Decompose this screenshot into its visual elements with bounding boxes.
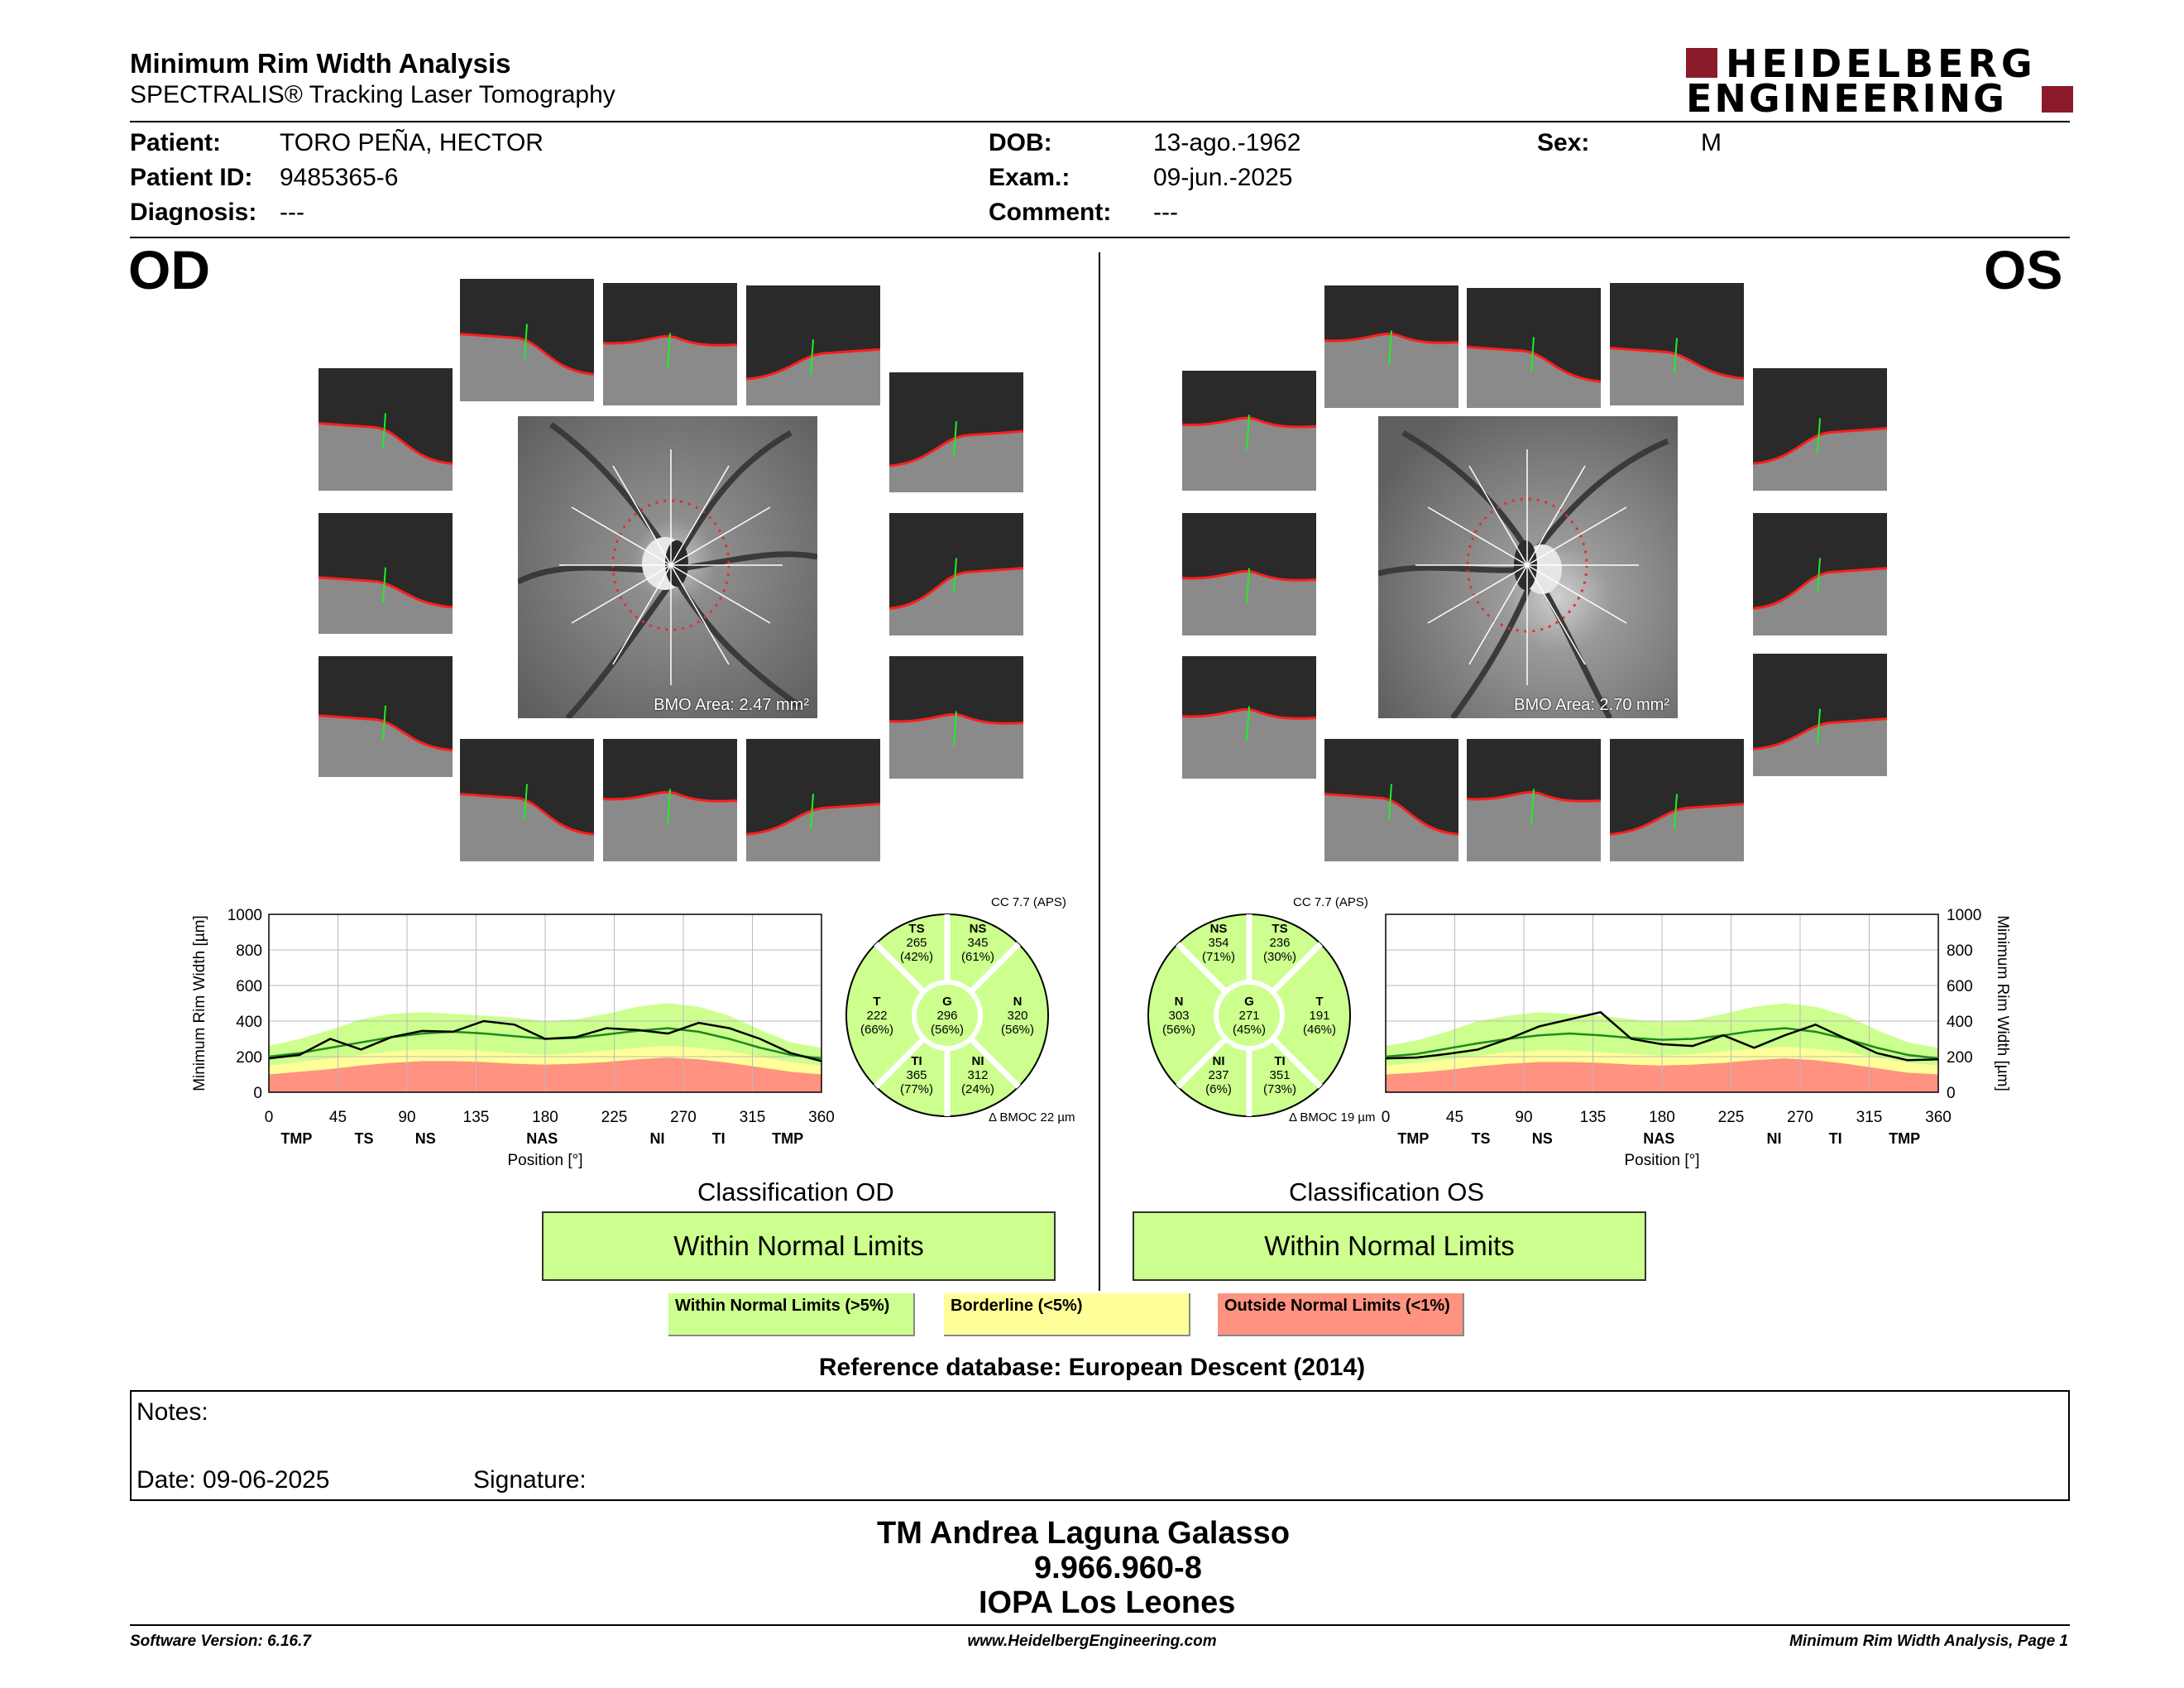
- eye-divider: [1099, 252, 1100, 1291]
- exam-label: Exam.:: [989, 164, 1070, 191]
- od-bmo-area: BMO Area: 2.47 mm²: [654, 696, 809, 714]
- sector-axis-label: NAS: [526, 1130, 558, 1147]
- sector-ti-text: 365: [906, 1068, 927, 1082]
- sector-g-text: G: [942, 995, 952, 1009]
- os-oct-scan: [1610, 739, 1744, 861]
- od-oct-scan: [746, 285, 880, 405]
- sector-ti-text: (77%): [899, 1082, 934, 1096]
- dob-value: 13-ago.-1962: [1153, 129, 1301, 156]
- os-oct-scan: [1753, 368, 1887, 491]
- os-oct-scan-svg: [1610, 283, 1744, 405]
- os-oct-scan: [1610, 283, 1744, 405]
- od-oct-scan: [889, 513, 1023, 635]
- signer-name: TM Andrea Laguna Galasso: [877, 1516, 1291, 1551]
- od-fundus-image: [518, 416, 817, 718]
- sector-ts-text: (30%): [1262, 950, 1297, 964]
- os-sector-circle: [1144, 910, 1355, 1121]
- od-bmoc-label: Δ BMOC 22 µm: [989, 1110, 1075, 1125]
- logo-line2: ENGINEERING: [1686, 76, 2007, 121]
- od-oct-scan: [889, 372, 1023, 492]
- os-mrw-chart: [1361, 898, 2014, 1183]
- os-oct-scan-svg: [1324, 285, 1458, 408]
- software-version: Software Version: 6.16.7: [130, 1633, 311, 1650]
- x-tick-label: 45: [328, 1109, 347, 1126]
- sector-axis-label: NAS: [1643, 1130, 1675, 1147]
- od-oct-scan: [318, 368, 453, 491]
- sector-n-text: N: [1013, 995, 1023, 1009]
- sector-axis-label: TMP: [1397, 1130, 1430, 1147]
- os-oct-scan-svg: [1610, 739, 1744, 861]
- sector-axis-label: TMP: [280, 1130, 313, 1147]
- sector-ns-text: 345: [967, 936, 989, 950]
- sector-g-text: 271: [1238, 1009, 1260, 1023]
- os-oct-scan-svg: [1324, 739, 1458, 861]
- os-oct-scan: [1182, 371, 1316, 491]
- os-oct-scan: [1467, 288, 1601, 408]
- sector-axis-label: NS: [414, 1130, 436, 1147]
- y-tick-label: 600: [236, 978, 262, 995]
- od-oct-scan: [318, 513, 453, 634]
- od-oct-scan-svg: [889, 372, 1023, 492]
- y-tick-label: 200: [1947, 1049, 1973, 1067]
- x-tick-label: 270: [1787, 1109, 1813, 1126]
- od-cc-label: CC 7.7 (APS): [991, 895, 1066, 909]
- notes-box[interactable]: [130, 1390, 2070, 1501]
- os-oct-scan: [1182, 656, 1316, 779]
- sector-ni-text: NI: [1212, 1054, 1225, 1068]
- sector-ni-text: NI: [971, 1054, 984, 1068]
- report-title: Minimum Rim Width Analysis: [130, 48, 511, 79]
- sector-n-text: 320: [1007, 1009, 1028, 1023]
- exam-value: 09-jun.-2025: [1153, 164, 1293, 191]
- os-classification-box: [1133, 1211, 1646, 1281]
- sector-t-text: (66%): [860, 1023, 894, 1037]
- y-tick-label: 400: [1947, 1014, 1973, 1031]
- sector-t-text: (46%): [1302, 1023, 1337, 1037]
- x-tick-label: 90: [398, 1109, 416, 1126]
- os-cc-label: CC 7.7 (APS): [1293, 895, 1368, 909]
- sector-ti-text: 351: [1269, 1068, 1291, 1082]
- legend-borderline: Borderline (<5%): [944, 1293, 1190, 1336]
- sex-value: M: [1701, 129, 1722, 156]
- sector-ns-text: NS: [969, 922, 987, 936]
- logo-line1: HEIDELBERG: [1726, 41, 2037, 86]
- notes-signature: Signature:: [473, 1466, 587, 1494]
- sector-ns-text: (71%): [1201, 950, 1236, 964]
- sector-n-text: (56%): [1000, 1023, 1035, 1037]
- sector-ni-text: 237: [1208, 1068, 1229, 1082]
- os-oct-scan-svg: [1753, 368, 1887, 491]
- os-oct-scan: [1324, 285, 1458, 408]
- sector-ns-text: 354: [1208, 936, 1229, 950]
- os-oct-scan-svg: [1467, 739, 1601, 861]
- x-tick-label: 0: [264, 1109, 274, 1126]
- od-oct-scan: [318, 656, 453, 777]
- website: www.HeidelbergEngineering.com: [967, 1633, 1217, 1650]
- od-oct-scan-svg: [460, 739, 594, 861]
- y-tick-label: 1000: [227, 907, 262, 924]
- os-bmoc-label: Δ BMOC 19 µm: [1289, 1110, 1376, 1125]
- os-bmo-area: BMO Area: 2.70 mm²: [1514, 696, 1669, 714]
- sector-axis-label: NI: [649, 1130, 665, 1147]
- sector-ts-text: TS: [908, 922, 925, 936]
- legend-within-normal: Within Normal Limits (>5%): [668, 1293, 915, 1336]
- y-tick-label: 0: [1947, 1085, 1956, 1102]
- od-oct-scan-svg: [746, 739, 880, 861]
- y-axis-label: Minimum Rim Width [µm]: [1994, 915, 2011, 1091]
- y-tick-label: 1000: [1947, 907, 1982, 924]
- patient-id-label: Patient ID:: [130, 164, 253, 191]
- patient-id: 9485365-6: [280, 164, 399, 191]
- sex-label: Sex:: [1537, 129, 1590, 156]
- os-oct-scan-svg: [1182, 513, 1316, 635]
- od-classification-value: Within Normal Limits: [673, 1230, 924, 1261]
- sector-axis-label: TI: [1828, 1130, 1842, 1147]
- x-axis-label: Position [°]: [507, 1152, 583, 1169]
- sector-t-text: 191: [1309, 1009, 1330, 1023]
- od-sector-circle: [842, 910, 1053, 1121]
- sector-ts-text: TS: [1272, 922, 1288, 936]
- sector-t-text: T: [1315, 995, 1324, 1009]
- x-tick-label: 360: [808, 1109, 835, 1126]
- os-oct-scan-svg: [1182, 371, 1316, 491]
- sector-ts-text: 236: [1269, 936, 1291, 950]
- x-tick-label: 360: [1925, 1109, 1952, 1126]
- sector-axis-label: TI: [711, 1130, 726, 1147]
- sector-axis-label: NS: [1531, 1130, 1553, 1147]
- od-bmoc: BMOC 22 µm: [999, 1110, 1075, 1125]
- sector-t-text: 222: [866, 1009, 888, 1023]
- od-oct-scan-svg: [603, 283, 737, 405]
- od-oct-scan-svg: [460, 279, 594, 401]
- os-oct-scan-svg: [1753, 513, 1887, 635]
- x-tick-label: 180: [1649, 1109, 1675, 1126]
- od-oct-scan-svg: [889, 656, 1023, 779]
- page-info: Minimum Rim Width Analysis, Page 1: [1789, 1633, 2068, 1650]
- os-fundus-image: [1378, 416, 1678, 718]
- x-tick-label: 135: [462, 1109, 490, 1126]
- notes-label: Notes:: [136, 1398, 208, 1426]
- od-oct-scan: [603, 283, 737, 405]
- od-oct-scan-svg: [603, 739, 737, 861]
- sector-t-text: T: [873, 995, 881, 1009]
- chart-plot-area: [269, 914, 821, 1092]
- diagnosis-value: ---: [280, 199, 304, 226]
- os-label: OS: [1984, 239, 2063, 300]
- os-classification-value: Within Normal Limits: [1264, 1230, 1515, 1261]
- x-tick-label: 315: [739, 1109, 766, 1126]
- y-tick-label: 400: [236, 1014, 262, 1031]
- os-bmoc: BMOC 19 µm: [1300, 1110, 1376, 1125]
- dob-label: DOB:: [989, 129, 1052, 156]
- sector-axis-label: TMP: [772, 1130, 804, 1147]
- x-tick-label: 225: [601, 1109, 628, 1126]
- sector-ni-text: (6%): [1205, 1082, 1232, 1096]
- sector-g-text: G: [1244, 995, 1254, 1009]
- od-label: OD: [128, 239, 210, 300]
- sector-axis-label: TS: [1471, 1130, 1491, 1147]
- x-tick-label: 135: [1579, 1109, 1607, 1126]
- sector-ts-text: 265: [906, 936, 927, 950]
- sector-ns-text: NS: [1209, 922, 1228, 936]
- x-tick-label: 90: [1515, 1109, 1533, 1126]
- os-oct-scan: [1182, 513, 1316, 635]
- od-oct-scan: [889, 656, 1023, 779]
- y-tick-label: 800: [236, 942, 262, 960]
- x-tick-label: 45: [1445, 1109, 1464, 1126]
- legend-outside-normal: Outside Normal Limits (<1%): [1218, 1293, 1464, 1336]
- os-oct-scan: [1753, 654, 1887, 776]
- od-oct-scan: [746, 739, 880, 861]
- od-oct-scan: [460, 739, 594, 861]
- os-oct-scan: [1753, 513, 1887, 635]
- od-oct-scan-svg: [889, 513, 1023, 635]
- os-oct-scan-svg: [1467, 288, 1601, 408]
- patient-label: Patient:: [130, 129, 222, 156]
- y-tick-label: 600: [1947, 978, 1973, 995]
- comment-label: Comment:: [989, 199, 1112, 226]
- od-mrw-chart: [186, 898, 840, 1183]
- heidelberg-logo: [1686, 41, 2075, 121]
- sector-n-text: N: [1174, 995, 1184, 1009]
- od-oct-scan-svg: [318, 656, 453, 777]
- os-oct-scan: [1467, 739, 1601, 861]
- report-subtitle: SPECTRALIS® Tracking Laser Tomography: [130, 81, 615, 108]
- sector-n-text: 303: [1168, 1009, 1190, 1023]
- sector-ns-text: (61%): [960, 950, 995, 964]
- os-oct-scan-svg: [1753, 654, 1887, 776]
- sector-ts-text: (42%): [899, 950, 934, 964]
- sector-g-text: (56%): [930, 1023, 965, 1037]
- sector-ti-text: (73%): [1262, 1082, 1297, 1096]
- od-fundus-svg: [518, 416, 817, 718]
- y-tick-label: 0: [253, 1085, 262, 1102]
- od-oct-scan-svg: [318, 513, 453, 634]
- x-tick-label: 180: [532, 1109, 558, 1126]
- x-axis-label: Position [°]: [1624, 1152, 1700, 1169]
- od-oct-scan-svg: [318, 368, 453, 491]
- od-oct-scan-svg: [746, 285, 880, 405]
- od-classification-box: [542, 1211, 1056, 1281]
- chart-plot-area: [1386, 914, 1938, 1092]
- diagnosis-label: Diagnosis:: [130, 199, 257, 226]
- os-oct-scan-svg: [1182, 656, 1316, 779]
- sector-ni-text: 312: [967, 1068, 989, 1082]
- signer-id: 9.966.960-8: [1034, 1551, 1202, 1585]
- od-classification-title: Classification OD: [697, 1177, 894, 1206]
- comment-value: ---: [1153, 199, 1178, 226]
- sector-axis-label: NI: [1766, 1130, 1782, 1147]
- od-oct-scan: [460, 279, 594, 401]
- sector-g-text: (45%): [1232, 1023, 1267, 1037]
- patient-name: TORO PEÑA, HECTOR: [280, 129, 544, 156]
- x-tick-label: 315: [1856, 1109, 1883, 1126]
- sector-n-text: (56%): [1161, 1023, 1196, 1037]
- x-tick-label: 225: [1717, 1109, 1745, 1126]
- notes-date: Date: 09-06-2025: [136, 1466, 330, 1494]
- x-tick-label: 270: [670, 1109, 697, 1126]
- os-oct-scan: [1324, 739, 1458, 861]
- y-tick-label: 800: [1947, 942, 1973, 960]
- x-tick-label: 0: [1381, 1109, 1391, 1126]
- od-oct-scan: [603, 739, 737, 861]
- sector-ti-text: TI: [1274, 1054, 1286, 1068]
- reference-database: Reference database: European Descent (2014): [818, 1354, 1366, 1381]
- sector-ti-text: TI: [911, 1054, 922, 1068]
- os-classification-title: Classification OS: [1289, 1177, 1485, 1206]
- y-tick-label: 200: [236, 1049, 262, 1067]
- sector-axis-label: TMP: [1889, 1130, 1921, 1147]
- sector-g-text: 296: [936, 1009, 958, 1023]
- sector-axis-label: TS: [354, 1130, 374, 1147]
- signer-institution: IOPA Los Leones: [979, 1585, 1236, 1620]
- y-axis-label: Minimum Rim Width [µm]: [191, 915, 208, 1091]
- os-fundus-svg: [1378, 416, 1678, 718]
- sector-ni-text: (24%): [960, 1082, 995, 1096]
